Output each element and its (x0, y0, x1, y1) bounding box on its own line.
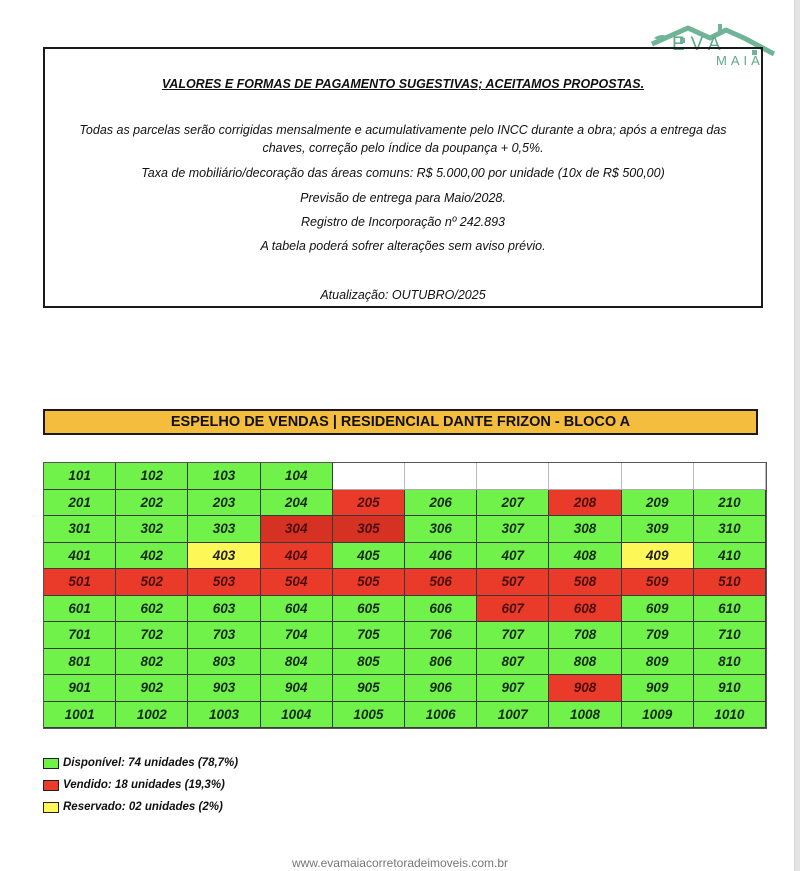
legend-item-sold (43, 774, 238, 796)
info-line-delivery: Previsão de entrega para Maio/2028. (300, 191, 506, 205)
unit-cell: 806 (405, 649, 477, 676)
unit-cell: 603 (188, 596, 260, 623)
unit-cell: 805 (333, 649, 405, 676)
unit-cell: 1001 (44, 702, 116, 729)
unit-cell: 405 (333, 543, 405, 570)
unit-cell: 408 (549, 543, 621, 570)
unit-cell: 104 (261, 463, 333, 490)
unit-cell: 501 (44, 569, 116, 596)
unit-cell: 802 (116, 649, 188, 676)
swatch-available-icon (43, 758, 59, 769)
unit-cell: 404 (261, 543, 333, 570)
payment-info-box (43, 47, 763, 308)
unit-cell-empty (405, 463, 477, 490)
info-line-fee: Taxa de mobiliário/decoração das áreas comuns: R$ 5.000,00 por unidade (10x de R$ 500,00) (141, 166, 665, 180)
unit-cell: 807 (477, 649, 549, 676)
unit-cell: 601 (44, 596, 116, 623)
unit-cell: 208 (549, 490, 621, 517)
unit-cell: 803 (188, 649, 260, 676)
info-line-disclaimer: A tabela poderá sofrer alterações sem aviso prévio. (260, 239, 546, 253)
unit-cell: 1005 (333, 702, 405, 729)
legend-item-available (43, 752, 238, 774)
unit-cell: 602 (116, 596, 188, 623)
legend-item-reserved (43, 796, 238, 818)
unit-cell: 309 (622, 516, 694, 543)
unit-cell: 505 (333, 569, 405, 596)
legend (43, 752, 238, 818)
unit-cell: 901 (44, 675, 116, 702)
unit-cell: 202 (116, 490, 188, 517)
unit-cell: 1003 (188, 702, 260, 729)
footer-website: www.evamaiacorretoradeimoveis.com.br (291, 856, 509, 870)
unit-cell: 1006 (405, 702, 477, 729)
unit-cell: 204 (261, 490, 333, 517)
info-title: VALORES E FORMAS DE PAGAMENTO SUGESTIVAS; ACEITAMOS PROPOSTAS. (161, 77, 645, 91)
logo-text-eva: EVA (672, 34, 727, 55)
unit-cell: 701 (44, 622, 116, 649)
unit-cell: 704 (261, 622, 333, 649)
unit-cell: 607 (477, 596, 549, 623)
unit-cell: 510 (694, 569, 766, 596)
unit-cell: 509 (622, 569, 694, 596)
unit-cell: 604 (261, 596, 333, 623)
unit-cell: 206 (405, 490, 477, 517)
unit-cell: 710 (694, 622, 766, 649)
unit-cell: 307 (477, 516, 549, 543)
unit-cell: 703 (188, 622, 260, 649)
info-line-correction: Todas as parcelas serão corrigidas mensalmente e acumulativamente pelo INCC durante a obra; após a entrega das chaves, correção pelo índice da poupança + 0,5%. (79, 123, 727, 155)
unit-cell: 709 (622, 622, 694, 649)
unit-cell-empty (333, 463, 405, 490)
unit-cell: 402 (116, 543, 188, 570)
unit-cell: 201 (44, 490, 116, 517)
unit-cell-empty (549, 463, 621, 490)
unit-cell: 1008 (549, 702, 621, 729)
swatch-sold-icon (43, 780, 59, 791)
unit-cell: 1010 (694, 702, 766, 729)
unit-cell: 809 (622, 649, 694, 676)
unit-cell: 304 (261, 516, 333, 543)
unit-cell: 203 (188, 490, 260, 517)
unit-cell: 609 (622, 596, 694, 623)
unit-cell: 705 (333, 622, 405, 649)
unit-cell: 904 (261, 675, 333, 702)
unit-cell: 1009 (622, 702, 694, 729)
unit-cell: 808 (549, 649, 621, 676)
unit-cell: 605 (333, 596, 405, 623)
legend-label-reserved: Reservado: 02 unidades (2%) (63, 801, 223, 813)
unit-cell: 1004 (261, 702, 333, 729)
legend-label-available: Disponível: 74 unidades (78,7%) (63, 757, 239, 769)
unit-cell: 702 (116, 622, 188, 649)
unit-cell: 101 (44, 463, 116, 490)
unit-cell: 1002 (116, 702, 188, 729)
unit-cell: 406 (405, 543, 477, 570)
swatch-reserved-icon (43, 802, 59, 813)
unit-cell: 301 (44, 516, 116, 543)
unit-cell: 409 (622, 543, 694, 570)
unit-cell-empty (622, 463, 694, 490)
unit-grid (43, 462, 767, 729)
unit-cell: 507 (477, 569, 549, 596)
unit-cell: 905 (333, 675, 405, 702)
unit-cell: 504 (261, 569, 333, 596)
unit-cell: 608 (549, 596, 621, 623)
unit-cell: 303 (188, 516, 260, 543)
unit-cell: 902 (116, 675, 188, 702)
unit-cell-empty (694, 463, 766, 490)
unit-cell: 506 (405, 569, 477, 596)
info-line-updated: Atualização: OUTUBRO/2025 (320, 288, 486, 302)
unit-cell: 1007 (477, 702, 549, 729)
unit-cell: 410 (694, 543, 766, 570)
unit-cell: 308 (549, 516, 621, 543)
unit-cell: 909 (622, 675, 694, 702)
unit-cell: 706 (405, 622, 477, 649)
unit-cell: 205 (333, 490, 405, 517)
unit-cell: 708 (549, 622, 621, 649)
unit-cell: 707 (477, 622, 549, 649)
unit-cell: 903 (188, 675, 260, 702)
unit-cell: 906 (405, 675, 477, 702)
unit-cell: 503 (188, 569, 260, 596)
unit-cell: 610 (694, 596, 766, 623)
unit-cell: 908 (549, 675, 621, 702)
unit-cell: 310 (694, 516, 766, 543)
unit-cell: 801 (44, 649, 116, 676)
unit-cell: 910 (694, 675, 766, 702)
unit-cell-empty (477, 463, 549, 490)
unit-cell: 401 (44, 543, 116, 570)
unit-cell: 407 (477, 543, 549, 570)
unit-cell: 804 (261, 649, 333, 676)
unit-cell: 810 (694, 649, 766, 676)
unit-cell: 403 (188, 543, 260, 570)
info-line-registration: Registro de Incorporação nº 242.893 (300, 215, 505, 229)
unit-cell: 907 (477, 675, 549, 702)
unit-cell: 102 (116, 463, 188, 490)
unit-cell: 207 (477, 490, 549, 517)
logo-text-maia: MAIA (716, 53, 764, 68)
unit-cell: 209 (622, 490, 694, 517)
unit-cell: 103 (188, 463, 260, 490)
legend-label-sold: Vendido: 18 unidades (19,3%) (63, 779, 225, 791)
unit-cell: 508 (549, 569, 621, 596)
unit-cell: 502 (116, 569, 188, 596)
sales-mirror-banner: ESPELHO DE VENDAS | RESIDENCIAL DANTE FRIZON - BLOCO A (43, 409, 758, 435)
unit-cell: 606 (405, 596, 477, 623)
unit-cell: 305 (333, 516, 405, 543)
unit-cell: 210 (694, 490, 766, 517)
page-edge-strip (794, 0, 800, 871)
unit-cell: 302 (116, 516, 188, 543)
unit-cell: 306 (405, 516, 477, 543)
